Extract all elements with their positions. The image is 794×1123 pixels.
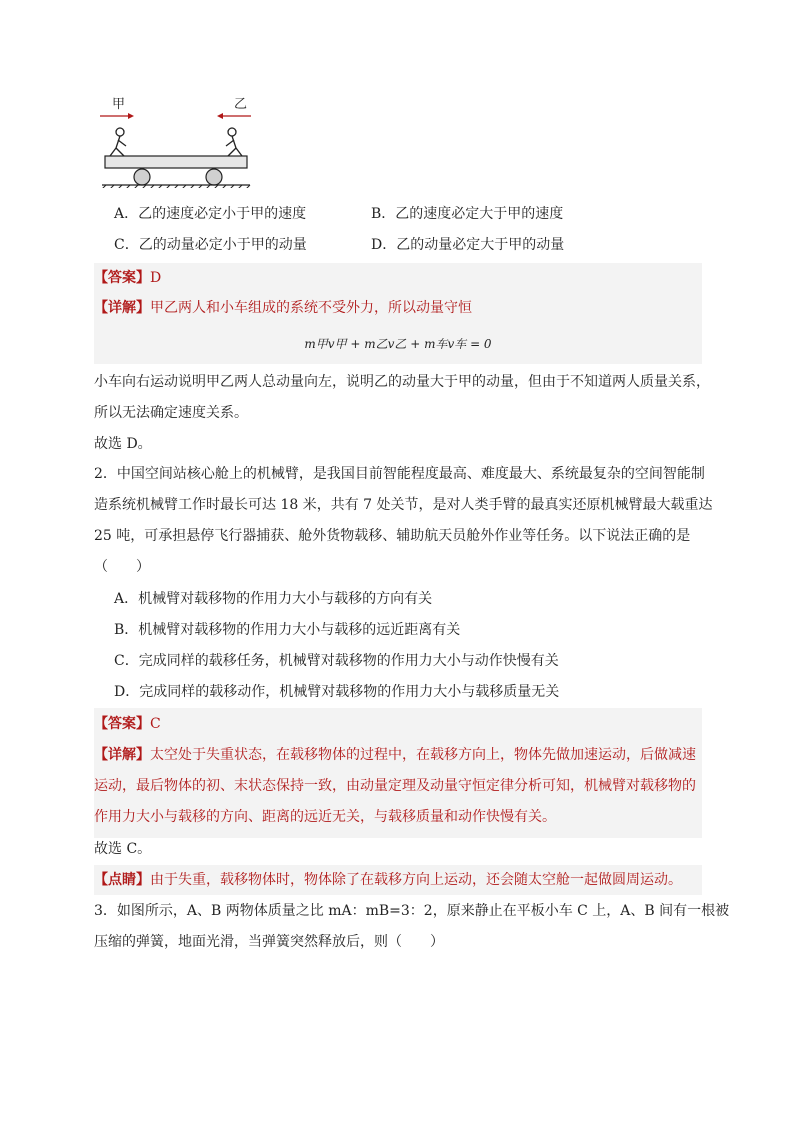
- person-yi-icon: [226, 128, 242, 156]
- q2-option-d: D．完成同样的载移动作，机械臂对载移物的作用力大小与载移质量无关: [114, 684, 560, 700]
- q2-option-b: B．机械臂对载移物的作用力大小与载移的远近距离有关: [114, 622, 461, 638]
- cart-figure: [98, 92, 254, 188]
- detail-text: 太空处于失重状态，在载移物体的过程中，在载移方向上，物体先做加速运动，后做减速: [150, 747, 696, 763]
- arrow-right-icon: [100, 113, 134, 119]
- detail-label: 【详解】: [94, 747, 150, 763]
- q2-stem-4: （ ）: [94, 559, 150, 575]
- answer-value: C: [150, 716, 161, 732]
- cart-board: [105, 156, 247, 168]
- q3-stem-1: 3．如图所示，A、B 两物体质量之比 mA：mB=3：2，原来静止在平板小车 C 上，A、B 间有一根被: [94, 903, 730, 919]
- q2-conclusion: 故选 C。: [94, 841, 152, 857]
- answer-label: 【答案】: [94, 270, 150, 286]
- q2-detail-line-2: 运动，最后物体的初、末状态保持一致，由动量定理及动量守恒定律分析可知，机械臂对载移物的: [94, 778, 696, 794]
- q2-stem-1: 2．中国空间站核心舱上的机械臂，是我国目前智能程度最高、难度最大、系统最复杂的空间智能制: [94, 466, 705, 482]
- person-jia-icon: [110, 128, 126, 156]
- answer-value: D: [150, 270, 162, 286]
- point-text: 由于失重，载移物体时，物体除了在载移方向上运动，还会随太空舱一起做圆周运动。: [150, 872, 682, 888]
- q2-stem-3: 25 吨，可承担悬停飞行器捕获、舱外货物载移、辅助航天员舱外作业等任务。以下说法正确的是: [94, 528, 691, 544]
- detail-label: 【详解】: [94, 300, 150, 316]
- q1-option-b: B．乙的速度必定大于甲的速度: [371, 206, 564, 222]
- q1-option-c: C．乙的动量必定小于甲的动量: [114, 237, 307, 253]
- q2-detail-line-3: 作用力大小与载移的方向、距离的远近无关，与载移质量和动作快慢有关。: [94, 809, 556, 825]
- q2-detail-line-1: [94, 745, 696, 765]
- q1-conclusion: 故选 D。: [94, 436, 152, 452]
- q1-answer-line: [94, 268, 161, 288]
- q3-stem-2: 压缩的弹簧，地面光滑，当弹簧突然释放后，则（ ）: [94, 934, 444, 950]
- q1-explain-2: 所以无法确定速度关系。: [94, 405, 248, 421]
- cart-wheel-right: [206, 169, 222, 185]
- figure-label-yi: 乙: [234, 97, 248, 112]
- point-label: 【点睛】: [94, 872, 150, 888]
- q2-answer-line: [94, 714, 161, 734]
- answer-label: 【答案】: [94, 716, 150, 732]
- q1-explain-1: 小车向右运动说明甲乙两人总动量向左，说明乙的动量大于甲的动量，但由于不知道两人质量关系，: [94, 374, 710, 390]
- q2-option-a: A．机械臂对载移物的作用力大小与载移的方向有关: [114, 591, 433, 607]
- arrow-left-icon: [217, 113, 251, 119]
- momentum-formula: m甲v甲 + m乙v乙 + m车v车 = 0: [304, 337, 492, 351]
- q1-option-a: A．乙的速度必定小于甲的速度: [114, 206, 307, 222]
- q2-stem-2: 造系统机械臂工作时最长可达 18 米，共有 7 处关节，是对人类手臂的最真实还原机械臂最大载重达: [94, 497, 713, 513]
- cart-wheel-left: [134, 169, 150, 185]
- q2-option-c: C．完成同样的载移任务，机械臂对载移物的作用力大小与动作快慢有关: [114, 653, 559, 669]
- q1-option-d: D．乙的动量必定大于甲的动量: [371, 237, 565, 253]
- detail-text: 甲乙两人和小车组成的系统不受外力，所以动量守恒: [150, 300, 472, 316]
- figure-label-jia: 甲: [112, 97, 126, 112]
- q1-detail-line: [94, 298, 472, 318]
- q2-point-line: [94, 870, 682, 890]
